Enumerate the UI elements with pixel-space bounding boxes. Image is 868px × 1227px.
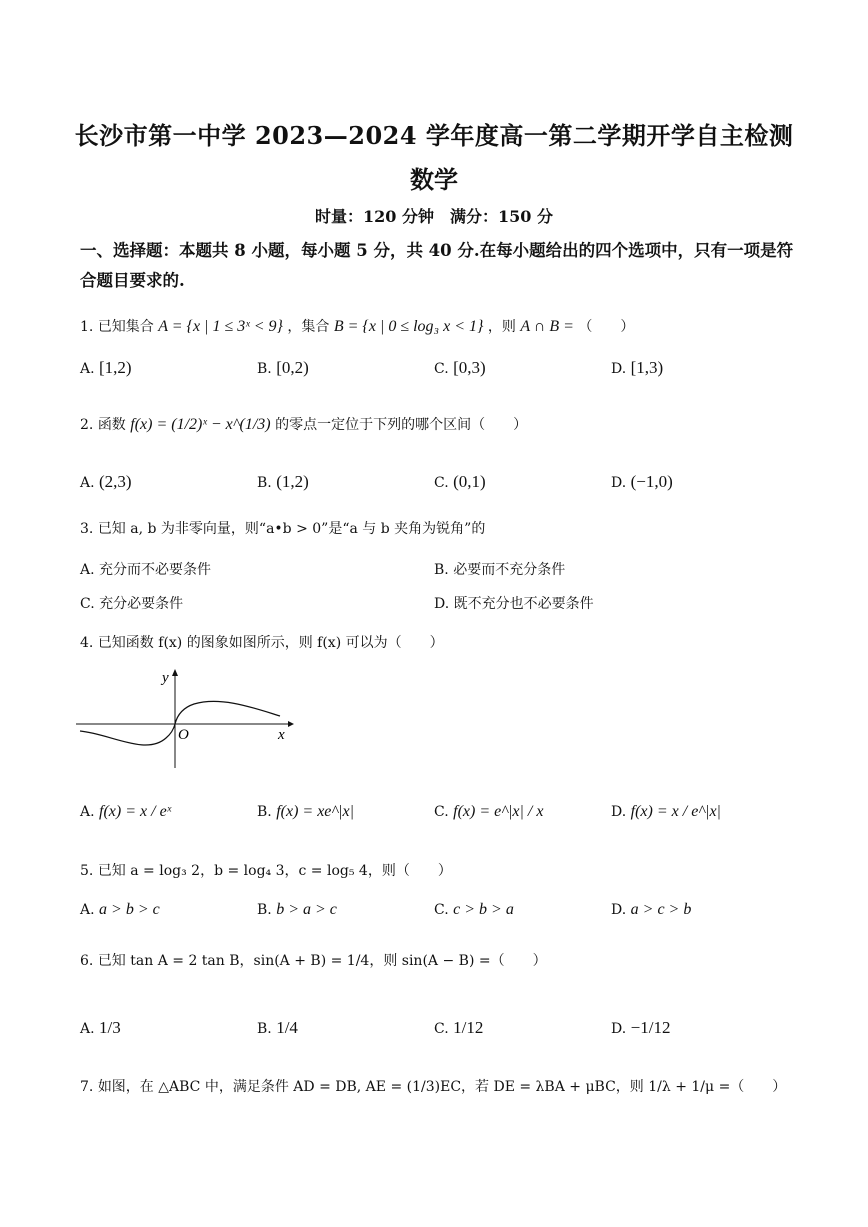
question-number: 3. (80, 521, 94, 537)
set-b: B = {x | 0 ≤ log₃ x < 1} (333, 318, 484, 335)
q2-option-c[interactable]: C. (0,1) (434, 472, 486, 491)
q6-option-a[interactable]: A. 1/3 (80, 1018, 121, 1037)
question-number: 1. (80, 319, 94, 335)
exam-info: 时量：120 分钟 满分：150 分 (315, 207, 553, 226)
question-5: 5. 已知 a = log₃ 2，b = log₄ 3，c = log₅ 4，则（ ） (80, 863, 452, 879)
function-graph (76, 668, 296, 772)
q2-option-a[interactable]: A. (2,3) (80, 472, 132, 491)
q6-option-d[interactable]: D. −1/12 (611, 1018, 671, 1037)
question-4: 4. 已知函数 f(x) 的图象如图所示，则 f(x) 可以为（ ） (80, 635, 444, 651)
q5-option-d[interactable]: D. a > c > b (611, 901, 692, 918)
q3-option-d[interactable]: D. 既不充分也不必要条件 (434, 596, 594, 612)
q4-option-c[interactable]: C. f(x) = e^|x| / x (434, 803, 544, 820)
q3-option-b[interactable]: B. 必要而不充分条件 (434, 562, 566, 578)
q5-option-c[interactable]: C. c > b > a (434, 901, 514, 918)
question-number: 4. (80, 635, 94, 651)
function-expression: f(x) = (1/2)ˣ − x^(1/3) (130, 416, 271, 433)
q6-option-c[interactable]: C. 1/12 (434, 1018, 484, 1037)
question-number: 5. (80, 863, 94, 879)
q1-option-c[interactable]: C. [0,3) (434, 358, 486, 377)
set-a: A = {x | 1 ≤ 3ˣ < 9} (158, 318, 283, 335)
origin-label: O (178, 727, 189, 743)
exam-subject: 数学 (410, 165, 458, 194)
question-7: 7. 如图，在 △ABC 中，满足条件 AD = DB, AE = (1/3)EC，若 DE = λBA + μBC，则 1/λ + 1/μ =（ ） (80, 1079, 787, 1095)
q5-option-b[interactable]: B. b > a > c (257, 901, 337, 918)
exam-title: 长沙市第一中学 2023—2024 学年度高一第二学期开学自主检测 (74, 121, 794, 150)
q4-option-d[interactable]: D. f(x) = x / e^|x| (611, 803, 721, 820)
q4-option-b[interactable]: B. f(x) = xe^|x| (257, 803, 355, 820)
question-1: 1. 已知集合 A = {x | 1 ≤ 3ˣ < 9} ，集合 B = {x | 0 ≤ log₃ x < 1} ，则 A ∩ B = （ ） (80, 318, 635, 335)
q1-option-a[interactable]: A. [1,2) (80, 358, 132, 377)
q3-option-a[interactable]: A. 充分而不必要条件 (80, 562, 212, 578)
question-number: 7. (80, 1079, 94, 1095)
y-axis-arrow-icon (172, 669, 178, 676)
y-axis-label: y (162, 670, 169, 686)
question-number: 6. (80, 953, 94, 969)
q2-option-b[interactable]: B. (1,2) (257, 472, 309, 491)
q4-option-a[interactable]: A. f(x) = x / eˣ (80, 803, 172, 820)
q1-option-b[interactable]: B. [0,2) (257, 358, 309, 377)
x-axis-arrow-icon (288, 721, 294, 727)
q6-option-b[interactable]: B. 1/4 (257, 1018, 298, 1037)
question-2: 2. 函数 f(x) = (1/2)ˣ − x^(1/3) 的零点一定位于下列的哪个区间（ ） (80, 416, 528, 433)
q3-option-c[interactable]: C. 充分必要条件 (80, 596, 184, 612)
question-3: 3. 已知 a, b 为非零向量，则“a•b > 0”是“a 与 b 夹角为锐角”的 (80, 521, 486, 537)
question-number: 2. (80, 417, 94, 433)
question-6: 6. 已知 tan A = 2 tan B，sin(A + B) = 1/4，则 sin(A − B) =（ ） (80, 953, 547, 969)
q1-option-d[interactable]: D. [1,3) (611, 358, 664, 377)
q5-option-a[interactable]: A. a > b > c (80, 901, 160, 918)
q2-option-d[interactable]: D. (−1,0) (611, 472, 673, 491)
x-axis-label: x (278, 727, 285, 743)
section-heading: 一、选择题：本题共 8 小题，每小题 5 分，共 40 分.在每小题给出的四个选项中，只有一项是符合题目要求的. (80, 241, 794, 290)
